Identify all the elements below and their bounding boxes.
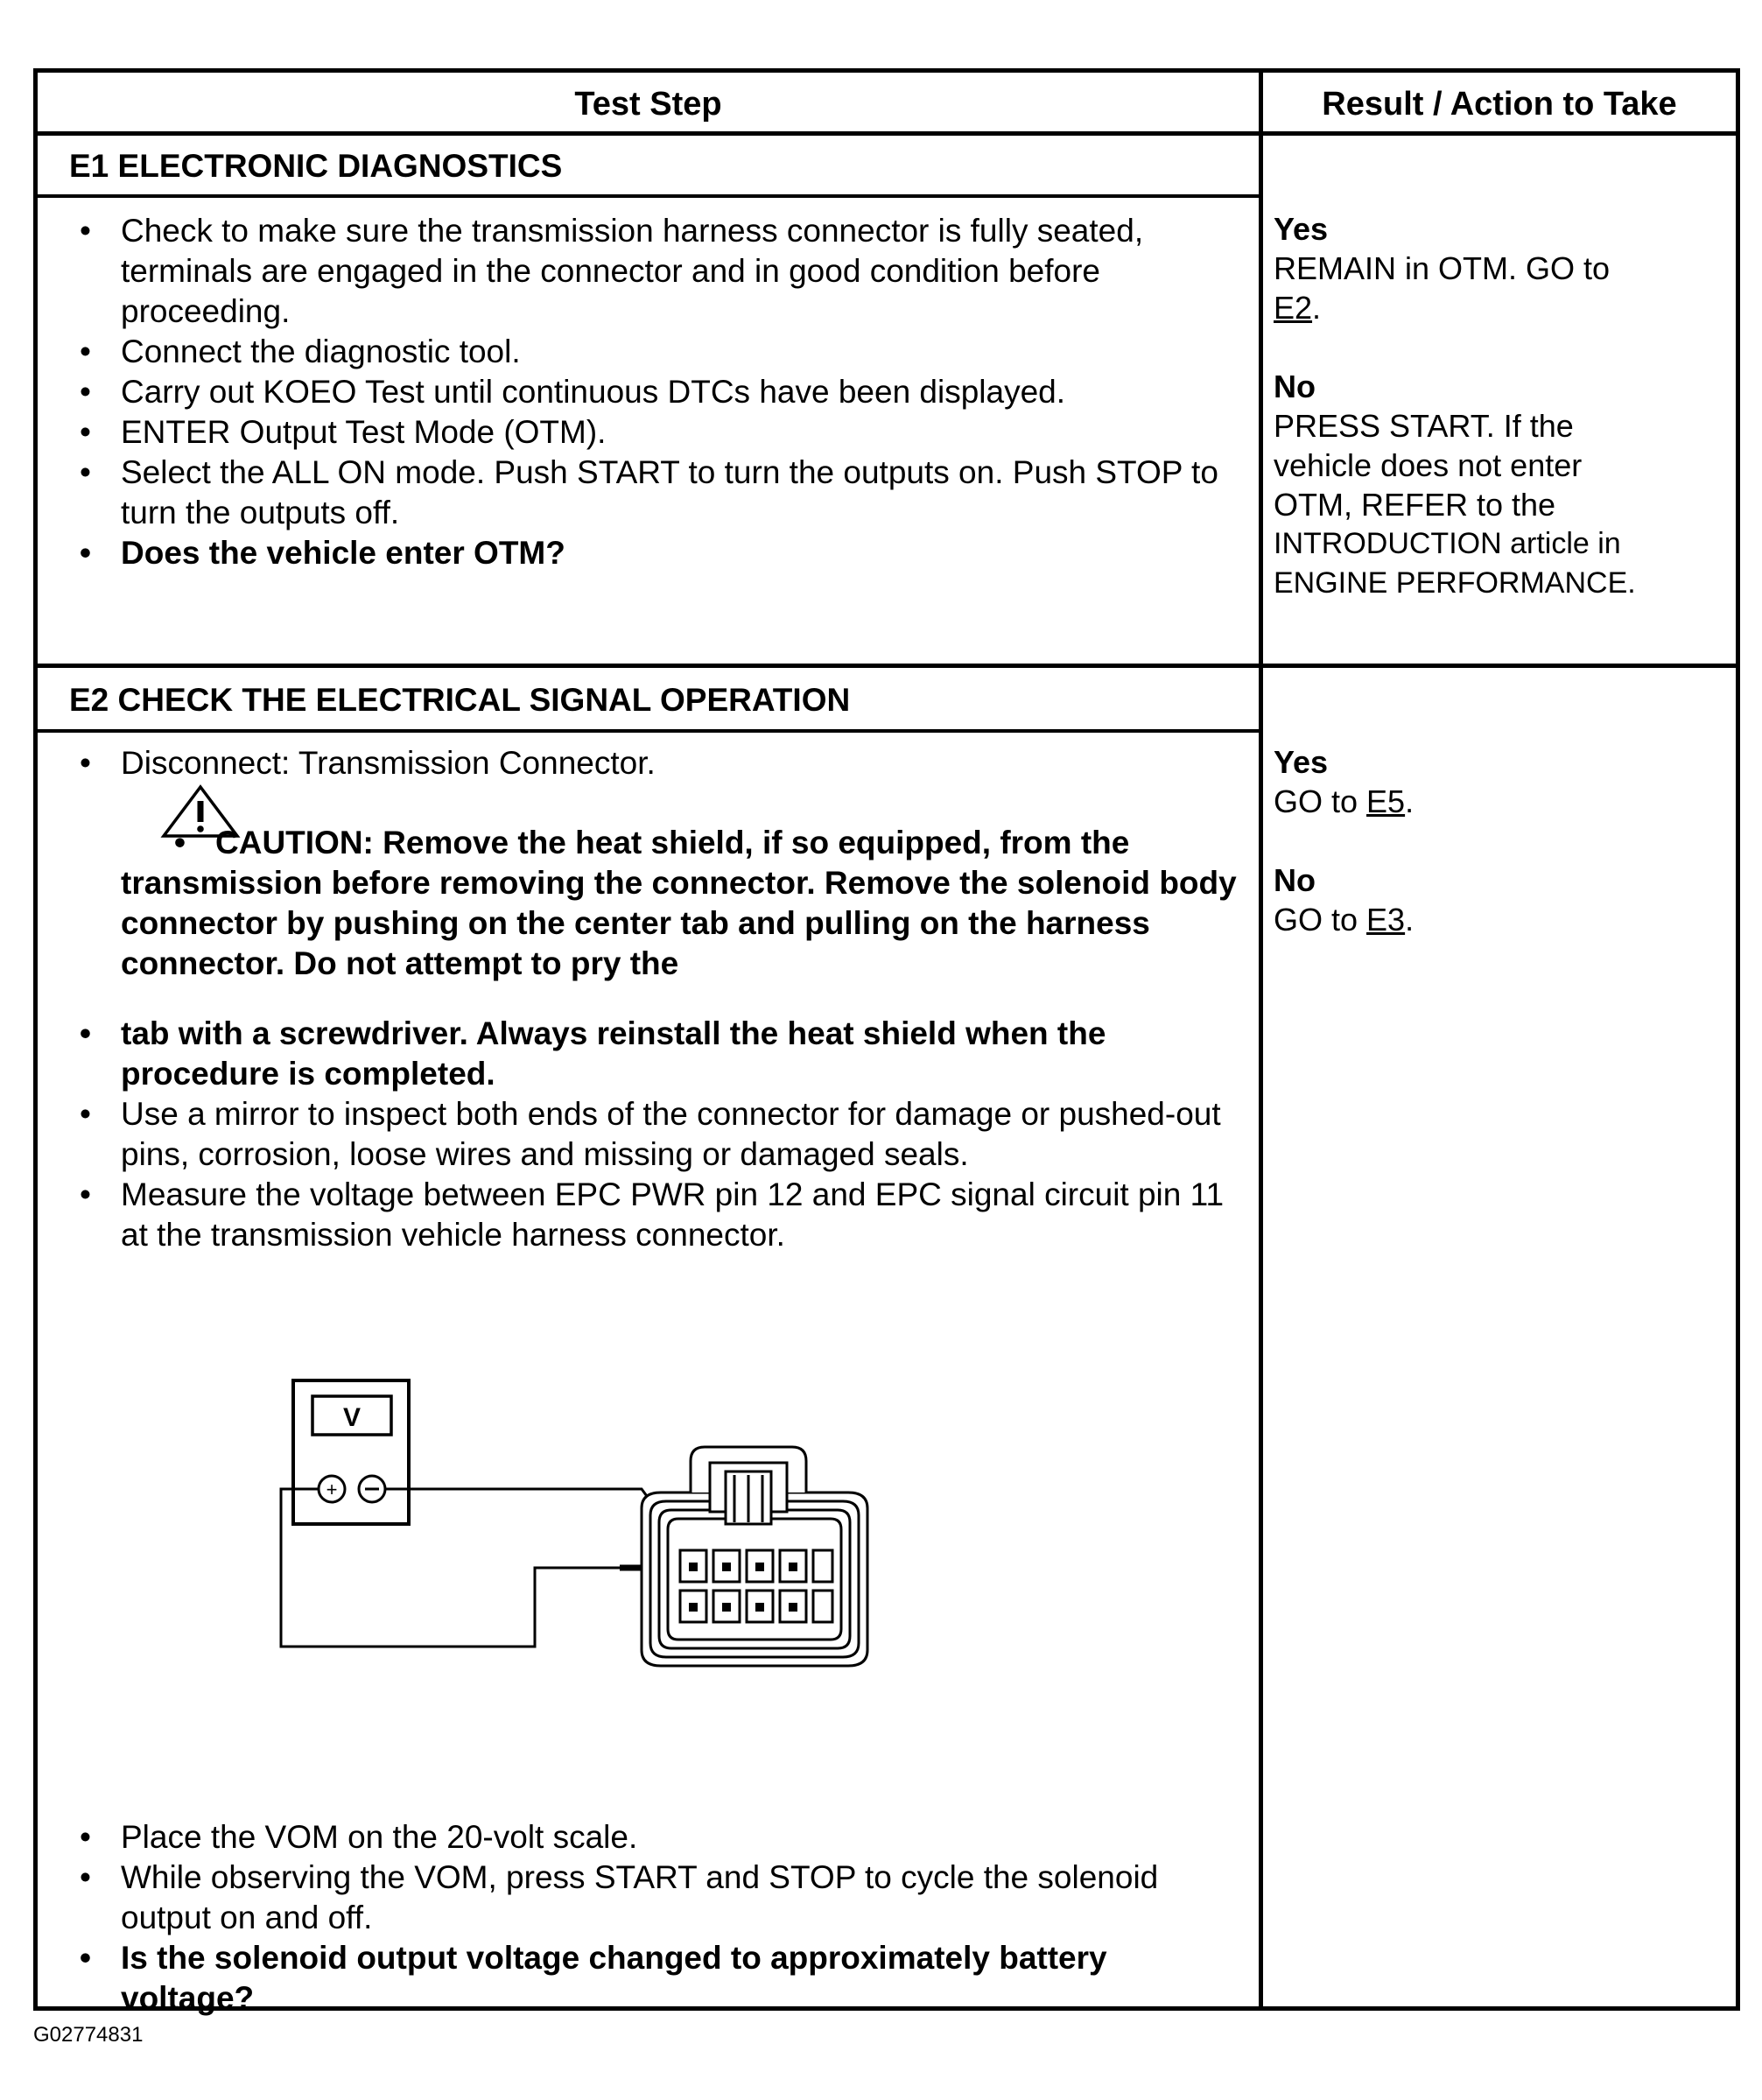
e2-step-vom-scale: • Place the VOM on the 20-volt scale. <box>38 1817 1237 1858</box>
e2-steps-before <box>38 743 1237 783</box>
e1-step-3: • Carry out KOEO Test until continuous DTCs have been displayed. <box>38 372 1237 412</box>
meter-label: V <box>342 1403 362 1432</box>
e2-title-divider <box>38 729 1259 733</box>
e2-yes-line: GO to E5. <box>1274 783 1415 819</box>
e2-caution-text-1: • CAUTION: Remove the heat shield, if so equipped, from the transmission before removing the connector. Remove the solenoid body connector by pushing on the center tab and pulling on the harness connector. Do not attempt to pry the <box>38 823 1237 984</box>
voltmeter-connector-diagram <box>230 1377 878 1701</box>
e2-caution-text-2: • tab with a screwdriver. Always reinstall the heat shield when the procedure is completed. <box>38 1014 1237 1094</box>
e1-yes-link-line: E2. <box>1274 290 1322 326</box>
e1-step-question: • Does the vehicle enter OTM? <box>38 533 1237 573</box>
e2-steps-after <box>38 1817 1237 2019</box>
e2-no-text: GO to <box>1274 902 1358 938</box>
e1-yes-text: REMAIN in OTM. GO to <box>1274 250 1611 286</box>
e2-title: E2 CHECK THE ELECTRICAL SIGNAL OPERATION <box>69 682 851 718</box>
e1-no-line5: ENGINE PERFORMANCE. <box>1274 566 1636 600</box>
e1-no-line3: OTM, REFER to the <box>1274 487 1556 523</box>
e2-no-link[interactable]: E3 <box>1366 902 1406 938</box>
e2-no-label: No <box>1274 862 1316 898</box>
e2-step-question: • Is the solenoid output voltage changed to approximately battery voltage? <box>38 1938 1237 2019</box>
e1-step-4: • ENTER Output Test Mode (OTM). <box>38 412 1237 453</box>
svg-text:+: + <box>326 1478 338 1500</box>
e2-step-mirror: • Use a mirror to inspect both ends of the connector for damage or pushed-out pins, corrosion, loose wires and missing or damaged seals. <box>38 1094 1237 1175</box>
e1-result <box>1274 209 1729 603</box>
e2-step-disconnect: • Disconnect: Transmission Connector. <box>38 743 1237 783</box>
e1-no-line2: vehicle does not enter <box>1274 447 1583 483</box>
e1-step-1: • Check to make sure the transmission harness connector is fully seated, terminals are engaged in the connector and in good condition before proceeding. <box>38 211 1237 332</box>
column-divider <box>1259 73 1263 2006</box>
e1-yes-label: Yes <box>1274 211 1329 247</box>
e2-yes-text: GO to <box>1274 783 1358 819</box>
e1-step-5: • Select the ALL ON mode. Push START to turn the outputs on. Push STOP to turn the outputs off. <box>38 453 1237 533</box>
header-divider <box>38 131 1736 136</box>
section-divider <box>38 664 1736 668</box>
header-result-action: Result / Action to Take <box>1322 86 1677 123</box>
e1-step-2: • Connect the diagnostic tool. <box>38 332 1237 372</box>
e2-yes-label: Yes <box>1274 744 1329 780</box>
e1-title-divider <box>38 194 1259 198</box>
e2-steps-mid <box>38 1094 1237 1255</box>
header-test-step: Test Step <box>574 86 722 123</box>
e1-no-label: No <box>1274 369 1316 404</box>
e2-no-line: GO to E3. <box>1274 902 1415 938</box>
e2-yes-link[interactable]: E5 <box>1366 783 1406 819</box>
e2-caution <box>38 823 1237 984</box>
e1-yes-link[interactable]: E2 <box>1274 290 1313 326</box>
e1-no-line1: PRESS START. If the <box>1274 408 1574 444</box>
e1-title: E1 ELECTRONIC DIAGNOSTICS <box>69 148 563 184</box>
diagnostic-table <box>33 68 1740 2016</box>
e1-no-line4: INTRODUCTION article in <box>1274 527 1621 560</box>
e1-steps <box>38 211 1237 573</box>
e2-step-cycle: • While observing the VOM, press START and STOP to cycle the solenoid output on and off. <box>38 1858 1237 1938</box>
e2-step-measure: • Measure the voltage between EPC PWR pin 12 and EPC signal circuit pin 11 at the transmission vehicle harness connector. <box>38 1175 1237 1255</box>
e2-result <box>1274 742 1729 939</box>
figure-id: G02774831 <box>33 2023 144 2047</box>
e2-caution-cont <box>38 1014 1237 1094</box>
